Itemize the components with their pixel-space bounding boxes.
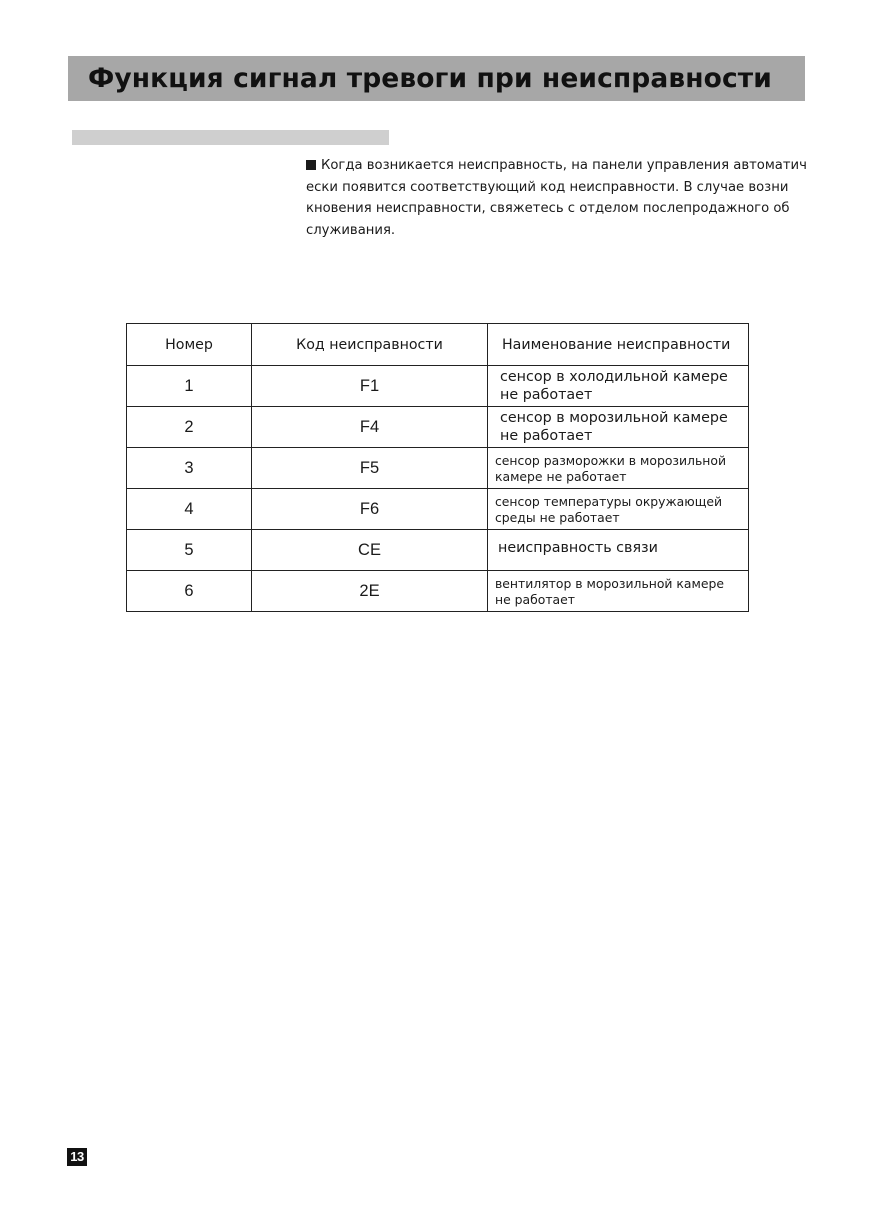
row-fault-name: сенсор в морозильной камере не работает [500, 410, 728, 444]
row-fault-name-cell [488, 366, 749, 407]
title-bar [68, 56, 805, 101]
table-row [127, 530, 749, 571]
row-fault-name-cell [488, 571, 749, 612]
row-number: 4 [127, 489, 252, 530]
row-number: 6 [127, 571, 252, 612]
row-fault-name-cell [488, 530, 749, 571]
header-fault-name: Наименование неисправности [488, 324, 749, 366]
section-divider-bar [72, 130, 389, 145]
table-row [127, 448, 749, 489]
row-fault-name: сенсор температуры окружающей среды не работает [495, 494, 723, 525]
intro-line-text: служивания. [306, 223, 396, 239]
intro-line [306, 220, 816, 242]
table-row [127, 407, 749, 448]
row-fault-name-cell [488, 489, 749, 530]
page-title: Функция сигнал тревоги при неисправности [88, 63, 772, 94]
row-fault-name: сенсор разморожки в морозильной камере не работает [495, 453, 727, 484]
row-fault-name: сенсор в холодильной камере не работает [500, 369, 728, 403]
table-header-row [127, 324, 749, 366]
row-fault-code: 2E [252, 571, 488, 612]
intro-line [306, 177, 816, 199]
row-fault-name-cell [488, 407, 749, 448]
row-fault-code: F5 [252, 448, 488, 489]
intro-line-text: кновения неисправности, свяжетесь с отделом послепродажного об [306, 201, 790, 217]
row-number: 3 [127, 448, 252, 489]
row-fault-code: F6 [252, 489, 488, 530]
intro-line-text: Когда возникается неисправность, на панели управления автоматич [321, 158, 807, 173]
header-fault-code: Код неисправности [252, 324, 488, 366]
row-fault-code: CE [252, 530, 488, 571]
header-number: Номер [127, 324, 252, 366]
table-row [127, 489, 749, 530]
row-number: 1 [127, 366, 252, 407]
intro-line [306, 198, 816, 220]
row-fault-name: вентилятор в морозильной камере не работает [495, 576, 724, 607]
intro-line [306, 155, 816, 177]
table-row [127, 366, 749, 407]
row-number: 5 [127, 530, 252, 571]
table-row [127, 571, 749, 612]
row-number: 2 [127, 407, 252, 448]
row-fault-name-cell [488, 448, 749, 489]
square-bullet-icon [306, 160, 316, 170]
page-number-badge: 13 [67, 1148, 87, 1166]
intro-line-text: ески появится соответствующий код неисправности. В случае возни [306, 179, 789, 195]
intro-paragraph [306, 155, 816, 242]
row-fault-code: F4 [252, 407, 488, 448]
row-fault-code: F1 [252, 366, 488, 407]
row-fault-name: неисправность связи [498, 540, 658, 556]
fault-codes-table [126, 323, 749, 612]
